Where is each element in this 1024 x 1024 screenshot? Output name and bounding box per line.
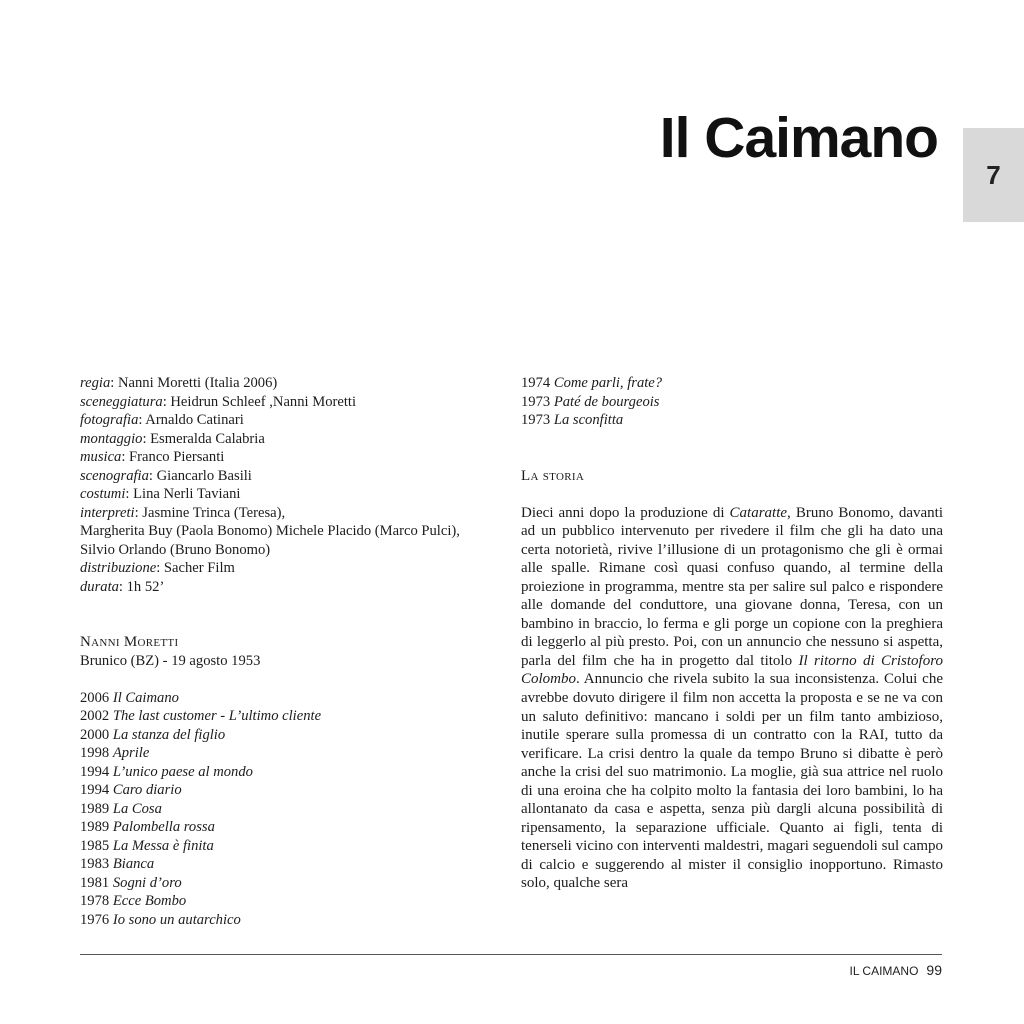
story-title-ref: Il ritorno di Cristoforo Colombo [521,652,943,688]
footer-rule [80,954,942,955]
credit-line [80,393,510,412]
credit-value: : Esmeralda Calabria [142,430,265,447]
chapter-tab [963,128,1024,222]
story-text: Dieci anni dopo la produzione di [521,504,730,521]
credit-line [80,504,510,523]
film-title: L’unico paese al mondo [112,763,253,780]
film-year: 2000 [80,726,110,743]
filmography-list-cont [521,374,943,430]
film-year: 1985 [80,837,110,854]
credit-line [80,411,510,430]
film-year: 1981 [80,874,110,891]
filmography-item [80,892,510,911]
credit-label: sceneggiatura [80,393,163,410]
film-year: 1994 [80,782,110,798]
page-title: Il Caimano [659,106,938,170]
credit-value: : Arnaldo Catinari [138,412,244,428]
film-title: Bianca [112,856,155,872]
film-title: La sconfitta [553,412,624,428]
film-title: Paté de bourgeois [553,393,660,410]
film-year: 1973 [521,412,551,428]
credit-value: : Giancarlo Basili [148,467,252,484]
film-year: 2006 [80,689,110,706]
page-number: 99 [926,962,942,978]
filmography-item [521,393,943,412]
film-title: La Messa è finita [112,837,214,854]
credits-list [80,374,510,596]
film-title: Sogni d’oro [112,874,182,891]
film-title: Aprile [112,745,150,761]
credit-value: : 1h 52’ [118,578,165,595]
credit-label: scenografia [80,467,149,484]
credit-continuation: Silvio Orlando (Bruno Bonomo) [80,541,271,558]
film-year: 1976 [80,911,110,928]
credit-label: musica [80,449,122,465]
running-title: IL CAIMANO [849,964,919,978]
film-year: 1989 [80,800,110,817]
credit-label: interpreti [80,504,135,521]
credit-value: : Nanni Moretti (Italia 2006) [110,375,278,391]
credit-line [80,559,510,578]
director-heading: Nanni Moretti [80,634,179,650]
credit-line [80,485,510,504]
credit-label: montaggio [80,430,143,447]
filmography-item [80,781,510,800]
film-title: The last customer - L’ultimo cliente [112,708,322,724]
filmography-item [521,411,943,430]
credit-value: : Sacher Film [156,560,235,576]
filmography-item [80,763,510,782]
credit-label: costumi [80,486,126,502]
credit-value: : Heidrun Schleef ,Nanni Moretti [162,393,357,410]
film-year: 1978 [80,893,110,909]
filmography-item [80,818,510,837]
credit-line [80,430,510,449]
filmography-item [80,726,510,745]
credit-label: durata [80,578,119,595]
film-title: Io sono un autarchico [112,911,241,928]
credit-value: : Lina Nerli Taviani [125,486,241,502]
credit-line [80,578,510,597]
story-heading: La storia [521,467,585,484]
film-year: 1973 [521,393,551,410]
filmography-item [521,374,943,393]
credit-value: : Jasmine Trinca (Teresa), [134,504,286,521]
director-birth: Brunico (BZ) - 19 agosto 1953 [80,652,261,669]
page-footer [850,962,942,978]
credit-line [80,448,510,467]
film-year: 1983 [80,856,110,872]
film-year: 1994 [80,763,110,780]
credit-label: fotografia [80,412,139,428]
filmography-item [80,911,510,930]
film-title: Caro diario [112,782,182,798]
film-title: Ecce Bombo [112,893,187,909]
story-text: . Annuncio che rivela subito la sua inconsistenza. Colui che avrebbe dovuto dirigere il film non accetta la proposta e se ne va con un saluto definitivo: mancano i soldi per un film tanto ambizioso, inutile sperare sulla promessa di un contratto con la RAI, tutto da verificare. La crisi dentro la quale da tempo Bruno si dibatte è però anche la crisi del suo matrimonio. La moglie, già sua attrice nel ruolo di una eroina che ha colpito molto la fantasia dei loro bambini, lo ha allontanato da casa e aspetta, senza più dargli alcuna possibilità di ripensamento, la separazione ufficiale. Quanto ai figli, tenta di tenerseli vicino con interventi maldestri, magari seguendoli sul campo di calcio e suggerendo al mister il consiglio inopportuno. Rimasto solo, qualche sera [521,671,943,892]
credit-line [80,467,510,486]
credit-line [80,374,510,393]
film-title: La Cosa [112,800,162,817]
film-title: Come parli, frate? [553,375,663,391]
filmography-item [80,744,510,763]
story-column [521,374,943,893]
credit-value: : Franco Piersanti [121,449,225,465]
filmography-item [80,689,510,708]
film-title: Palombella rossa [112,819,215,835]
story-paragraph [521,504,943,893]
filmography-list [80,689,510,930]
film-year: 1998 [80,745,110,761]
filmography-item [80,855,510,874]
chapter-number: 7 [986,159,1001,190]
film-year: 1974 [521,375,551,391]
credit-label: distribuzione [80,560,157,576]
film-title: La stanza del figlio [112,726,226,743]
filmography-item [80,800,510,819]
credit-continuation: Margherita Buy (Paola Bonomo) Michele Placido (Marco Pulci), [80,523,460,539]
story-title-ref: Cataratte [729,504,788,521]
filmography-item [80,837,510,856]
film-title: Il Caimano [112,689,179,706]
credits-column [80,374,510,929]
film-year: 2002 [80,708,110,724]
filmography-item [80,874,510,893]
filmography-item [80,707,510,726]
story-text: , Bruno Bonomo, davanti ad un pubblico intervenuto per rivedere il film che gli ha dato una certa notorietà, rivive l’illusione di un protagonismo che gli è ormai alle spalle. Rimane così quasi confuso quando, al termine della proiezione in programma, mentre sta per salire sul palco e rispondere alle domande del conduttore, una giovane donna, Teresa, con un bambino in braccio, lo ferma e gli porge un copione con la preghiera di leggerlo al più presto. Poi, con un annuncio che nessuno si aspetta, parla del film che ha in progetto dal titolo [521,504,943,669]
film-year: 1989 [80,819,110,835]
credit-label: regia [80,375,111,391]
